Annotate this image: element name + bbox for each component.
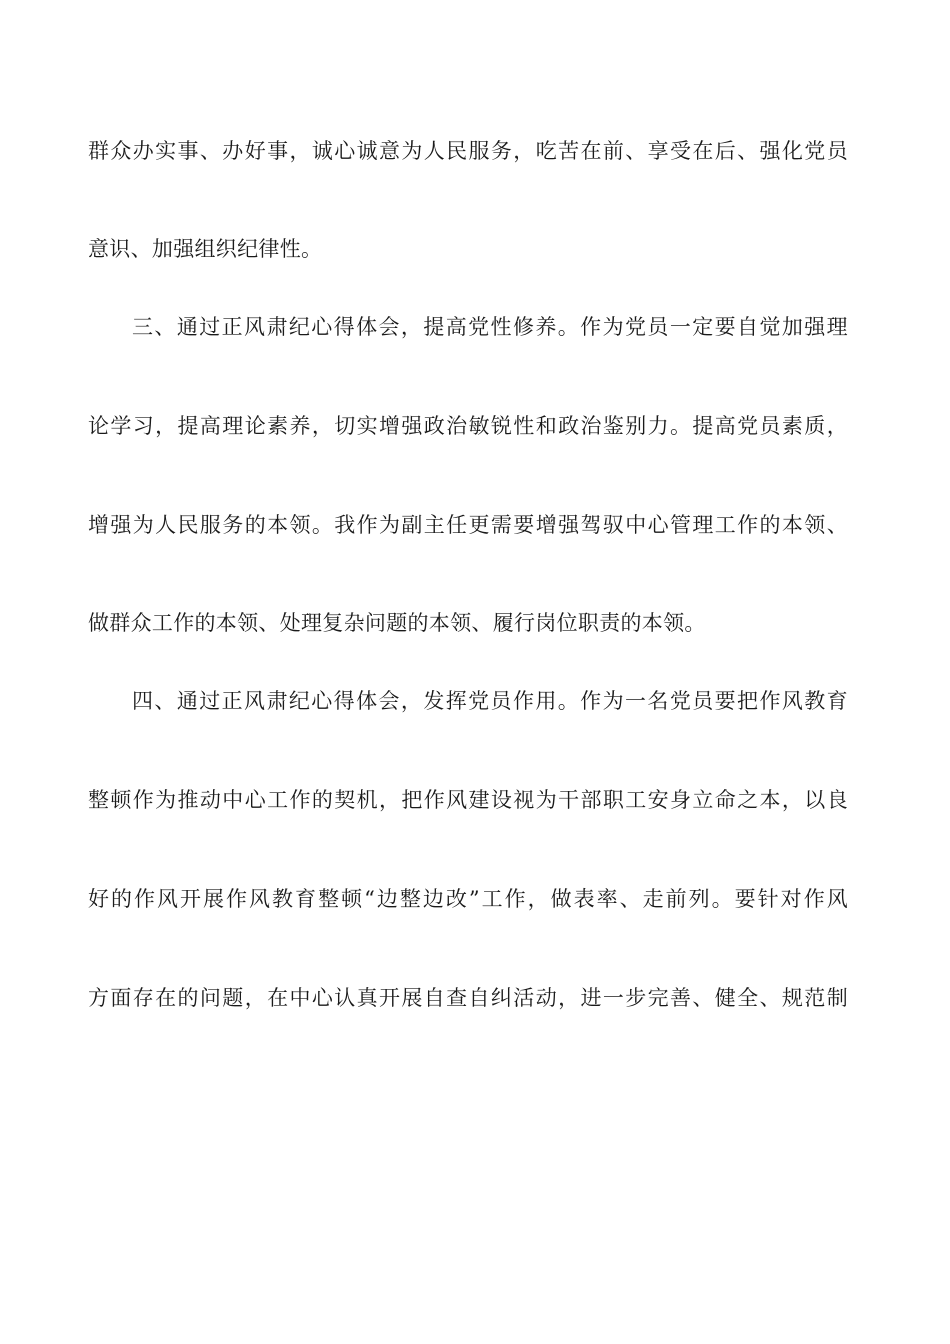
section-three-heading-line: 三、通过正风肃纪心得体会，提高党性修养。作为党员一定要自觉加强理 (132, 315, 848, 339)
paragraph-line: 增强为人民服务的本领。我作为副主任更需要增强驾驭中心管理工作的本领、 (88, 513, 848, 537)
paragraph-line: 意识、加强组织纪律性。 (88, 237, 323, 261)
paragraph-line: 整顿作为推动中心工作的契机，把作风建设视为干部职工安身立命之本，以良 (88, 788, 848, 812)
paragraph-line: 做群众工作的本领、处理复杂问题的本领、履行岗位职责的本领。 (88, 611, 706, 635)
paragraph-line: 论学习，提高理论素养，切实增强政治敏锐性和政治鉴别力。提高党员素质， (88, 414, 848, 438)
paragraph-line: 群众办实事、办好事，诚心诚意为人民服务，吃苦在前、享受在后、强化党员 (88, 139, 848, 163)
paragraph-line: 好的作风开展作风教育整顿“边整边改”工作，做表率、走前列。要针对作风 (88, 887, 848, 911)
section-four-heading-line: 四、通过正风肃纪心得体会，发挥党员作用。作为一名党员要把作风教育 (132, 689, 848, 713)
paragraph-line: 方面存在的问题，在中心认真开展自查自纠活动，进一步完善、健全、规范制 (88, 986, 848, 1010)
